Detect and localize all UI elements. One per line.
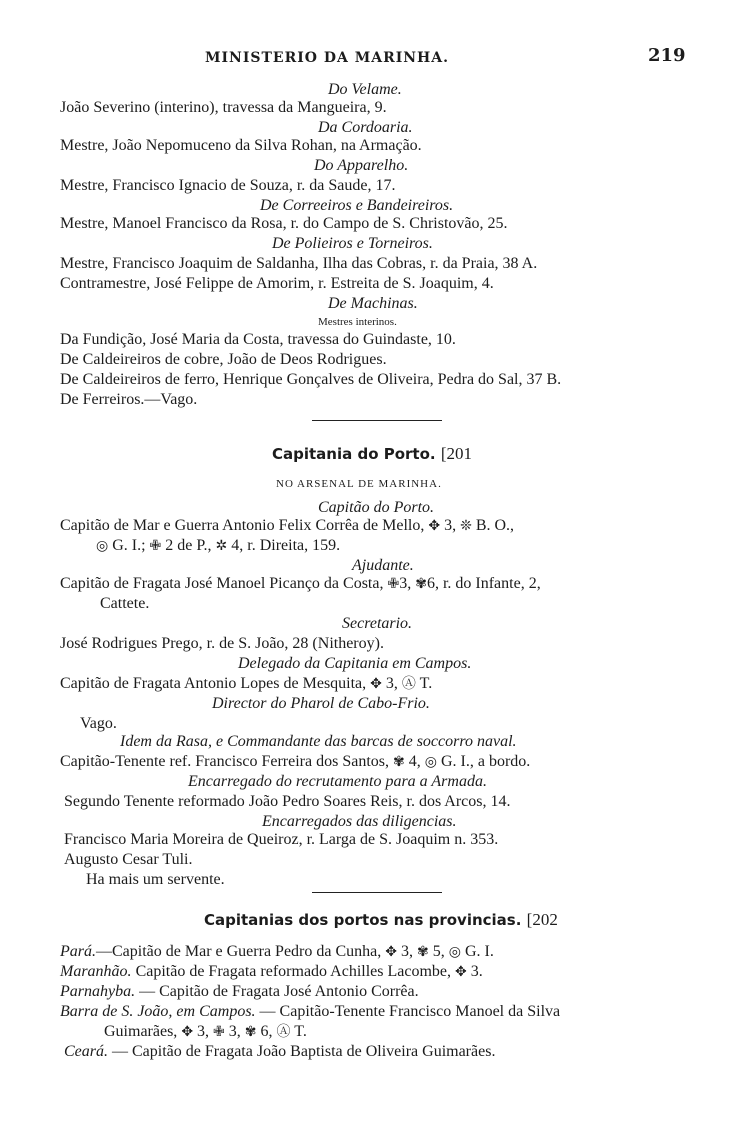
subheading-director: Director do Pharol de Cabo-Frio.: [212, 695, 430, 712]
page-header-title: MINISTERIO DA MARINHA.: [205, 50, 450, 66]
entry-line: Vago.: [80, 715, 117, 732]
entry-line: Capitão de Fragata Antonio Lopes de Mesquita, ✥ 3, Ⓐ T.: [60, 674, 432, 695]
order-cross-icon: ✙: [149, 539, 162, 554]
cross-icon: ✥: [428, 519, 441, 534]
section-heading-cordoaria: Da Cordoaria.: [318, 119, 413, 136]
section-title-porto: Capitania do Porto. [201: [272, 444, 473, 463]
entry-line: De Caldeireiros de ferro, Henrique Gonçalves de Oliveira, Pedra do Sal, 37 B.: [60, 371, 562, 388]
entry-line: Maranhão. Capitão de Fragata reformado Achilles Lacombe, ✥ 3.: [60, 962, 483, 983]
ring-icon: ◎: [448, 945, 461, 960]
divider: [312, 892, 442, 893]
cross-icon: ✥: [181, 1025, 194, 1040]
section-subtitle: NO ARSENAL DE MARINHA.: [276, 478, 442, 490]
entry-line: De Caldeireiros de cobre, João de Deos Rodrigues.: [60, 351, 387, 368]
section-title-provincias: Capitanias dos portos nas provincias. [202: [204, 910, 558, 929]
burst-icon: ✲: [215, 539, 228, 554]
entry-line: Da Fundição, José Maria da Costa, travessa do Guindaste, 10.: [60, 331, 456, 348]
a-circle-icon: Ⓐ: [401, 677, 416, 692]
entry-line: Mestre, Francisco Ignacio de Souza, r. da Saude, 17.: [60, 177, 396, 194]
entry-line: Barra de S. João, em Campos. — Capitão-Tenente Francisco Manoel da Silva: [60, 1003, 561, 1020]
entry-line: Mestre, João Nepomuceno da Silva Rohan, na Armação.: [60, 137, 422, 154]
cross-icon: ✥: [370, 677, 382, 692]
section-heading-machinas: De Machinas.: [328, 295, 418, 312]
entry-line: Parnahyba. — Capitão de Fragata José Antonio Corrêa.: [60, 983, 419, 1000]
entry-line: Pará.—Capitão de Mar e Guerra Pedro da Cunha, ✥ 3, ✾ 5, ◎ G. I.: [60, 942, 494, 963]
entry-line: João Severino (interino), travessa da Mangueira, 9.: [60, 99, 387, 116]
section-heading-apparelho: Do Apparelho.: [314, 157, 409, 174]
section-heading-velame: Do Velame.: [328, 81, 402, 98]
entry-line: Capitão de Mar e Guerra Antonio Felix Corrêa de Mello, ✥ 3, ❊ B. O.,: [60, 516, 514, 537]
section-subheading: Mestres interinos.: [318, 316, 397, 328]
subheading-rasa: Idem da Rasa, e Commandante das barcas de soccorro naval.: [120, 733, 517, 750]
divider: [312, 420, 442, 421]
rose-icon: ✾: [393, 755, 405, 770]
ring-icon: ◎: [424, 755, 437, 770]
entry-line: ◎ G. I.; ✙ 2 de P., ✲ 4, r. Direita, 159.: [96, 536, 340, 557]
section-heading-polieiros: De Polieiros e Torneiros.: [272, 235, 433, 252]
rose-icon: ✾: [244, 1025, 257, 1040]
entry-line: Cattete.: [100, 595, 150, 612]
section-heading-correeiros: De Correeiros e Bandeireiros.: [260, 197, 454, 214]
ring-icon: ◎: [96, 539, 109, 554]
order-cross-icon: ✙: [213, 1025, 225, 1040]
entry-line: Mestre, Francisco Joaquim de Saldanha, Ilha das Cobras, r. da Praia, 38 A.: [60, 255, 538, 272]
subheading-delegado: Delegado da Capitania em Campos.: [238, 655, 472, 672]
subheading-secretario: Secretario.: [342, 615, 413, 632]
entry-line: Segundo Tenente reformado João Pedro Soares Reis, r. dos Arcos, 14.: [64, 793, 511, 810]
entry-line: José Rodrigues Prego, r. de S. João, 28 (Nitheroy).: [60, 635, 384, 652]
entry-line: Contramestre, José Felippe de Amorim, r. Estreita de S. Joaquim, 4.: [60, 275, 494, 292]
order-cross-icon: ✙: [387, 577, 400, 592]
subheading-capitao: Capitão do Porto.: [318, 499, 435, 516]
entry-line: Capitão de Fragata José Manoel Picanço da Costa, ✙3, ✾6, r. do Infante, 2,: [60, 574, 541, 595]
subheading-ajudante: Ajudante.: [352, 557, 414, 574]
subheading-diligencias: Encarregados das diligencias.: [262, 813, 457, 830]
cross-icon: ✥: [385, 945, 397, 960]
cross-icon: ✥: [455, 965, 467, 980]
entry-line: Augusto Cesar Tuli.: [64, 851, 193, 868]
entry-line: De Ferreiros.—Vago.: [60, 391, 198, 408]
rose-icon: ✾: [415, 577, 427, 592]
entry-line: Francisco Maria Moreira de Queiroz, r. Larga de S. Joaquim n. 353.: [64, 831, 499, 848]
entry-line: Ceará. — Capitão de Fragata João Baptista de Oliveira Guimarães.: [64, 1043, 496, 1060]
a-circle-icon: Ⓐ: [276, 1025, 291, 1040]
subheading-recrutamento: Encarregado do recrutamento para a Armada.: [188, 773, 487, 790]
entry-line: Ha mais um servente.: [86, 871, 225, 888]
entry-line: Guimarães, ✥ 3, ✙ 3, ✾ 6, Ⓐ T.: [104, 1022, 307, 1043]
entry-line: Mestre, Manoel Francisco da Rosa, r. do Campo de S. Christovão, 25.: [60, 215, 508, 232]
page-number: 219: [648, 45, 686, 66]
star-icon: ❊: [460, 519, 472, 534]
entry-line: Capitão-Tenente ref. Francisco Ferreira dos Santos, ✾ 4, ◎ G. I., a bordo.: [60, 752, 530, 773]
rose-icon: ✾: [416, 945, 429, 960]
